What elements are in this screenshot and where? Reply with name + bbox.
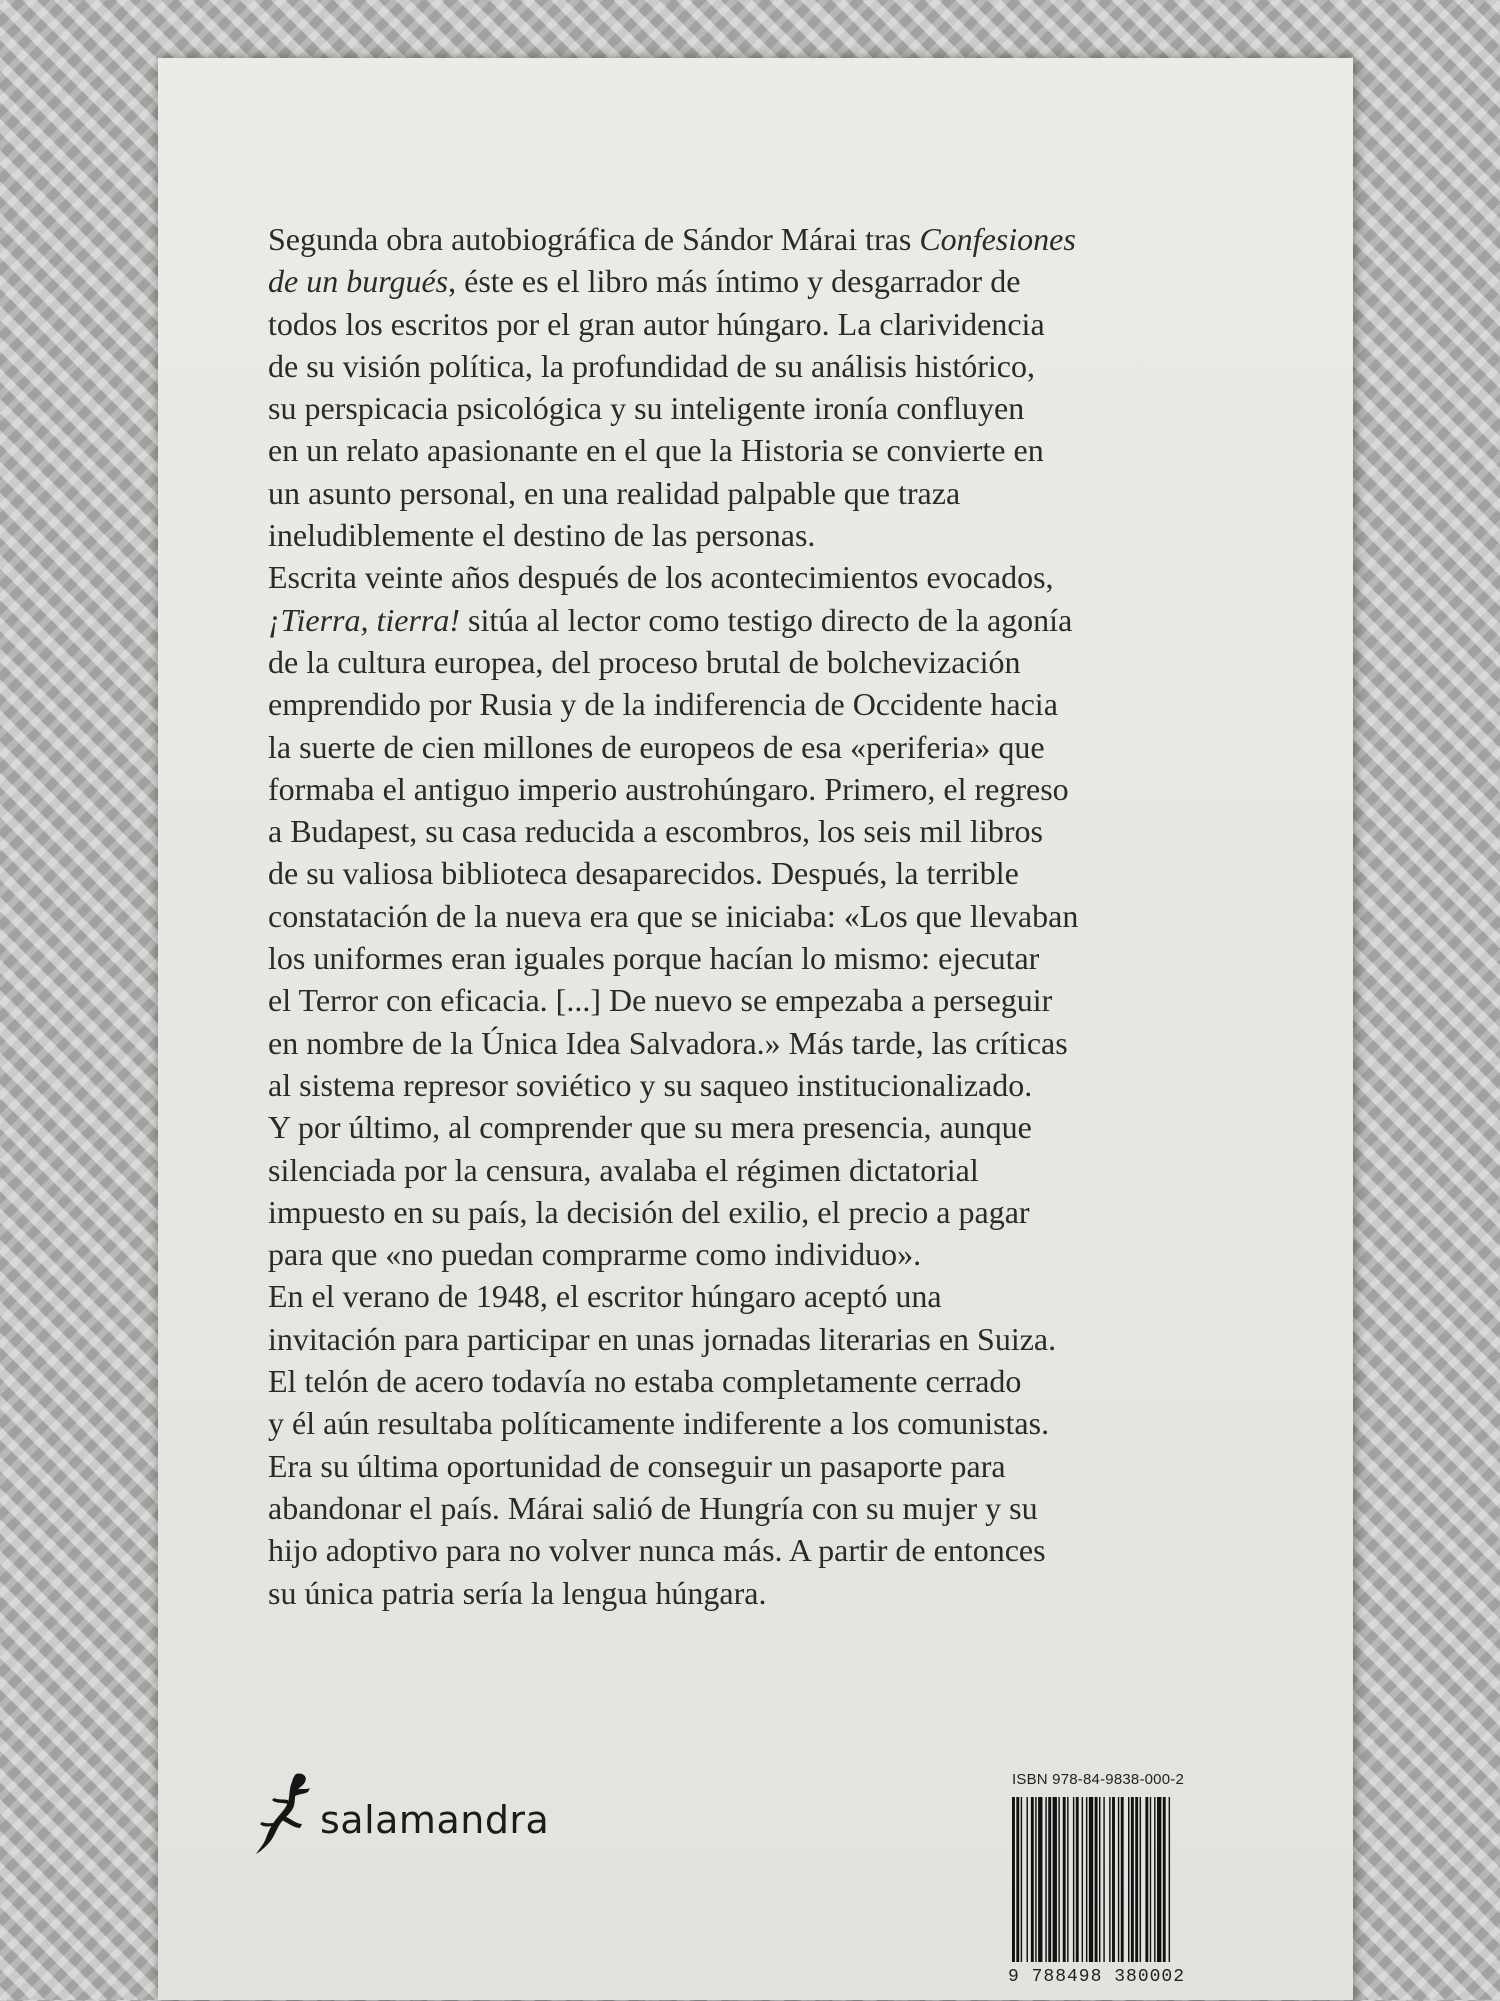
blurb-line: la suerte de cien millones de europeos de esa «periferia» que xyxy=(268,728,1045,765)
barcode xyxy=(1012,1797,1212,1967)
barcode-bar xyxy=(1095,1797,1098,1962)
blurb-line: En el verano de 1948, el escritor húngaro aceptó una xyxy=(268,1278,942,1315)
barcode-bar xyxy=(1012,1797,1015,1962)
blurb-line: abandonar el país. Márai salió de Hungría con su mujer y su xyxy=(268,1489,1038,1526)
barcode-bar xyxy=(1038,1797,1042,1962)
barcode-bar xyxy=(1067,1797,1068,1962)
blurb-line: Era su última oportunidad de conseguir un pasaporte para xyxy=(268,1447,1006,1484)
barcode-bar xyxy=(1135,1797,1138,1962)
barcode-bar xyxy=(1027,1797,1028,1962)
blurb-line: Y por último, al comprender que su mera presencia, aunque xyxy=(268,1109,1032,1146)
barcode-bar xyxy=(1031,1797,1034,1962)
book-title-italic: ¡Tierra, tierra! xyxy=(268,601,461,638)
barcode-bar xyxy=(1140,1797,1141,1962)
blurb-line: constatación de la nueva era que se iniciaba: «Los que llevaban xyxy=(268,897,1079,934)
barcode-bar xyxy=(1121,1797,1124,1962)
blurb-paragraph-2 xyxy=(268,556,1228,1275)
barcode-bar xyxy=(1058,1797,1059,1962)
blurb-line: los uniformes eran iguales porque hacían lo mismo: ejecutar xyxy=(268,940,1040,977)
blurb-line: silenciada por la censura, avalaba el régimen dictatorial xyxy=(268,1151,979,1188)
barcode-bar xyxy=(1073,1797,1074,1962)
barcode-bar xyxy=(1169,1797,1170,1962)
barcode-bar xyxy=(1048,1797,1051,1962)
blurb-line: al sistema represor soviético y su saqueo institucionalizado. xyxy=(268,1066,1033,1103)
blurb-line: un asunto personal, en una realidad palpable que traza xyxy=(268,474,961,511)
blurb-line: de la cultura europea, del proceso brutal de bolchevización xyxy=(268,643,1021,680)
blurb-text xyxy=(268,218,1228,1614)
barcode-bar xyxy=(1109,1797,1110,1962)
barcode-bar xyxy=(1089,1797,1093,1962)
barcode-bar xyxy=(1035,1797,1036,1962)
blurb-line: su perspicacia psicológica y su inteligente ironía confluyen xyxy=(268,390,1025,427)
blurb-line: todos los escritos por el gran autor húngaro. La clarividencia xyxy=(268,305,1045,342)
barcode-bar xyxy=(1045,1797,1046,1962)
barcode-bar xyxy=(1163,1797,1166,1962)
barcode-bar xyxy=(1154,1797,1155,1962)
barcode-bar xyxy=(1112,1797,1115,1962)
blurb-line: hijo adoptivo para no volver nunca más. A partir de entonces xyxy=(268,1532,1046,1569)
barcode-bar xyxy=(1128,1797,1129,1962)
barcode-bar xyxy=(1157,1797,1161,1962)
blurb-line: para que «no puedan comprarme como individuo». xyxy=(268,1236,922,1273)
barcode-bar xyxy=(1099,1797,1100,1962)
barcode-bar xyxy=(1021,1797,1022,1962)
blurb-line: su única patria sería la lengua húngara. xyxy=(268,1574,767,1611)
barcode-bar xyxy=(1063,1797,1066,1962)
barcode-bar xyxy=(1082,1797,1083,1962)
blurb-line: de su valiosa biblioteca desaparecidos. Después, la terrible xyxy=(268,855,1019,892)
blurb-text-run: , éste es el libro más íntimo y desgarrador de xyxy=(448,263,1021,300)
barcode-area xyxy=(1008,1771,1218,2001)
barcode-bar xyxy=(1118,1797,1119,1962)
blurb-line: formaba el antiguo imperio austrohúngaro. Primero, el regreso xyxy=(268,770,1069,807)
barcode-bar xyxy=(1016,1797,1019,1962)
barcode-bar xyxy=(1053,1797,1057,1962)
blurb-line: en un relato apasionante en el que la Historia se convierte en xyxy=(268,432,1044,469)
blurb-line: de su visión política, la profundidad de su análisis histórico, xyxy=(268,347,1035,384)
blurb-text-run: Segunda obra autobiográfica de Sándor Márai tras xyxy=(268,221,920,257)
blurb-line: impuesto en su país, la decisión del exilio, el precio a pagar xyxy=(268,1193,1030,1230)
book-title-italic: de un burgués xyxy=(268,263,449,300)
blurb-paragraph-1 xyxy=(268,218,1228,556)
blurb-paragraph-3 xyxy=(268,1275,1228,1613)
publisher-name: salamandra xyxy=(320,1798,550,1842)
salamander-icon xyxy=(250,1768,322,1858)
barcode-bar xyxy=(1150,1797,1151,1962)
blurb-line: en nombre de la Única Idea Salvadora.» Más tarde, las críticas xyxy=(268,1024,1068,1061)
blurb-line: a Budapest, su casa reducida a escombros, los seis mil libros xyxy=(268,813,1043,850)
isbn-label: ISBN 978-84-9838-000-2 xyxy=(1012,1771,1185,1788)
barcode-bar xyxy=(1076,1797,1079,1962)
blurb-line: ineludiblemente el destino de las personas. xyxy=(268,517,816,554)
barcode-bar xyxy=(1131,1797,1134,1962)
book-back-cover xyxy=(158,58,1353,2000)
blurb-line: y él aún resultaba políticamente indiferente a los comunistas. xyxy=(268,1405,1050,1442)
barcode-bar xyxy=(1145,1797,1148,1962)
blurb-text-run: sitúa al lector como testigo directo de la agonía xyxy=(460,601,1073,638)
blurb-line: invitación para participar en unas jornadas literarias en Suiza. xyxy=(268,1320,1057,1357)
book-title-italic: Confesiones xyxy=(919,221,1076,257)
publisher-logo xyxy=(250,1768,590,1858)
barcode-bar xyxy=(1103,1797,1104,1962)
blurb-line: El telón de acero todavía no estaba completamente cerrado xyxy=(268,1363,1022,1400)
barcode-digits: 9 788498 380002 xyxy=(1008,1967,1186,1987)
blurb-line: emprendido por Rusia y de la indiferencia de Occidente hacia xyxy=(268,686,1058,723)
blurb-line: el Terror con eficacia. [...] De nuevo se empezaba a perseguir xyxy=(268,982,1053,1019)
blurb-line: Escrita veinte años después de los acontecimientos evocados, xyxy=(268,559,1054,596)
barcode-bar xyxy=(1086,1797,1087,1962)
